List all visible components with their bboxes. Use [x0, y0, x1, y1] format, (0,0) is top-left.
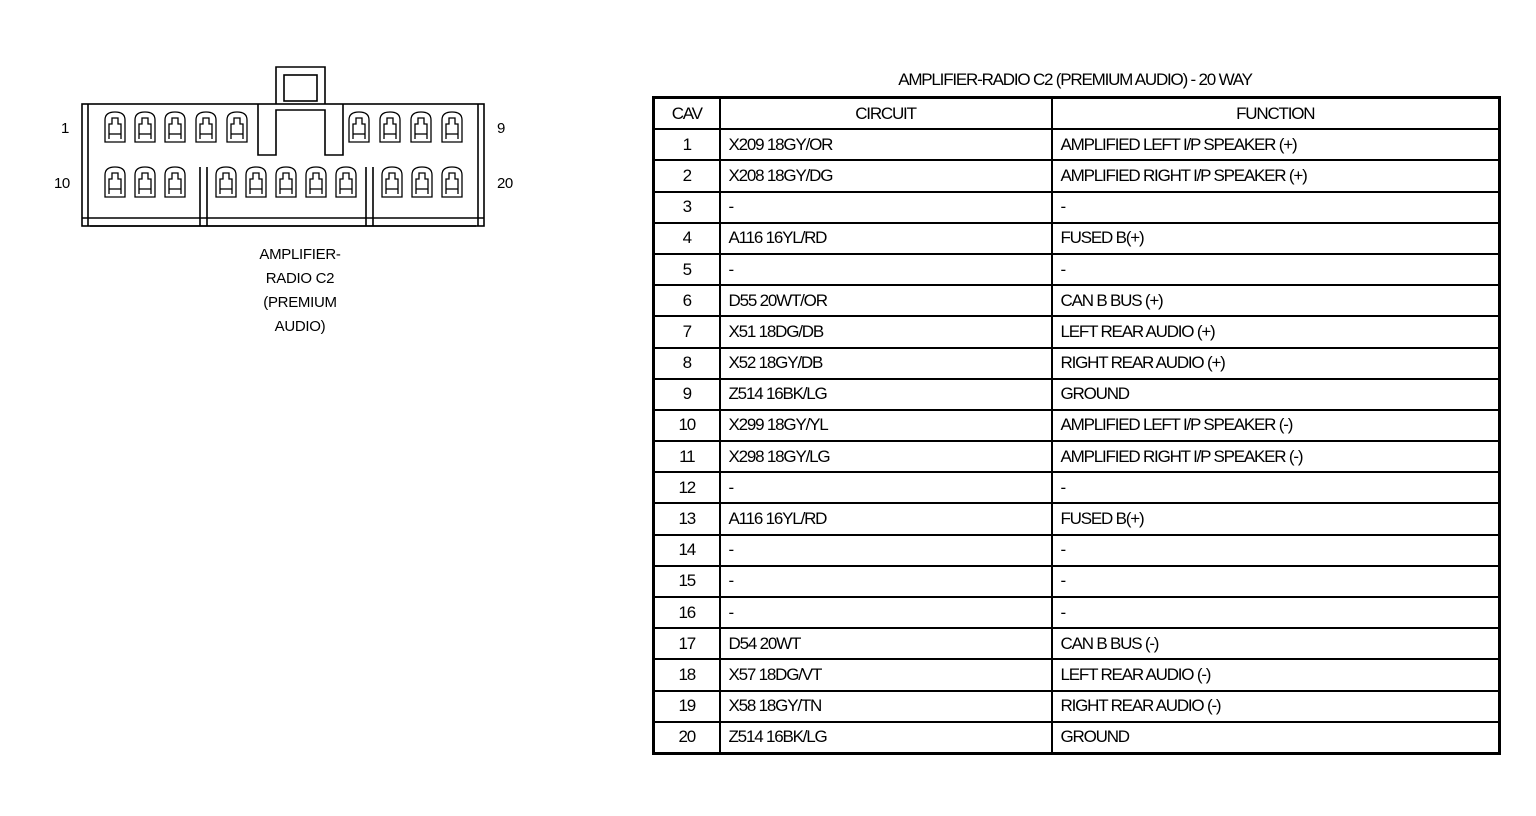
table-body — [654, 129, 1500, 753]
cell-circuit: X52 18GY/DB — [720, 348, 1052, 379]
table-header-row — [654, 98, 1500, 130]
connector-caption-line-2: RADIO C2 — [265, 270, 335, 287]
cell-function: GROUND — [1052, 722, 1500, 754]
cell-circuit: X51 18DG/DB — [720, 316, 1052, 347]
cell-cav: 4 — [654, 223, 720, 254]
terminal-cavity — [135, 112, 155, 142]
terminal-cavity — [349, 112, 369, 142]
cell-circuit: - — [720, 566, 1052, 597]
cell-circuit: X208 18GY/DG — [720, 160, 1052, 191]
cell-cav: 1 — [654, 129, 720, 160]
lock-slot — [258, 104, 343, 155]
terminal-cavity — [336, 167, 356, 197]
cell-function: AMPLIFIED RIGHT I/P SPEAKER (-) — [1052, 441, 1500, 472]
lock-tab-window — [284, 75, 317, 101]
terminal-cavity — [442, 112, 462, 142]
terminal-cavity — [382, 167, 402, 197]
table-row — [654, 659, 1500, 690]
terminal-cavity — [216, 167, 236, 197]
cell-function: AMPLIFIED LEFT I/P SPEAKER (+) — [1052, 129, 1500, 160]
cell-circuit: X298 18GY/LG — [720, 441, 1052, 472]
header-circuit: CIRCUIT — [720, 98, 1052, 130]
table-row — [654, 160, 1500, 191]
bottom-cavity-row — [105, 167, 462, 197]
cell-cav: 13 — [654, 503, 720, 534]
cell-cav: 5 — [654, 254, 720, 285]
cell-function: AMPLIFIED RIGHT I/P SPEAKER (+) — [1052, 160, 1500, 191]
cell-function: - — [1052, 566, 1500, 597]
cell-function: FUSED B(+) — [1052, 503, 1500, 534]
cell-function: - — [1052, 192, 1500, 223]
table-row — [654, 628, 1500, 659]
cell-cav: 10 — [654, 410, 720, 441]
table-row — [654, 441, 1500, 472]
cell-cav: 18 — [654, 659, 720, 690]
top-cavity-row — [105, 112, 462, 142]
connector-caption-line-4: AUDIO) — [274, 318, 326, 335]
terminal-cavity — [306, 167, 326, 197]
connector-body — [82, 67, 484, 226]
cell-function: LEFT REAR AUDIO (+) — [1052, 316, 1500, 347]
table-row — [654, 597, 1500, 628]
cell-cav: 11 — [654, 441, 720, 472]
terminal-cavity — [276, 167, 296, 197]
cell-circuit: - — [720, 535, 1052, 566]
terminal-cavity — [165, 167, 185, 197]
table-row — [654, 254, 1500, 285]
cell-cav: 12 — [654, 472, 720, 503]
terminal-cavity — [246, 167, 266, 197]
cell-circuit: - — [720, 192, 1052, 223]
cell-function: - — [1052, 535, 1500, 566]
pin-label-9: 9 — [497, 120, 505, 137]
cell-circuit: A116 16YL/RD — [720, 503, 1052, 534]
cell-function: RIGHT REAR AUDIO (+) — [1052, 348, 1500, 379]
cell-cav: 15 — [654, 566, 720, 597]
cell-circuit: - — [720, 254, 1052, 285]
cell-function: GROUND — [1052, 379, 1500, 410]
cell-circuit: - — [720, 597, 1052, 628]
cell-cav: 16 — [654, 597, 720, 628]
cell-circuit: X299 18GY/YL — [720, 410, 1052, 441]
cell-circuit: - — [720, 472, 1052, 503]
cell-circuit: X57 18DG/VT — [720, 659, 1052, 690]
cell-cav: 2 — [654, 160, 720, 191]
cell-circuit: A116 16YL/RD — [720, 223, 1052, 254]
cell-cav: 9 — [654, 379, 720, 410]
cell-circuit: Z514 16BK/LG — [720, 379, 1052, 410]
cell-cav: 6 — [654, 285, 720, 316]
cell-circuit: D55 20WT/OR — [720, 285, 1052, 316]
cell-cav: 3 — [654, 192, 720, 223]
connector-caption-line-1: AMPLIFIER- — [259, 246, 341, 263]
cell-function: CAN B BUS (-) — [1052, 628, 1500, 659]
terminal-cavity — [412, 167, 432, 197]
cell-circuit: X58 18GY/TN — [720, 691, 1052, 722]
key-divider-right — [366, 167, 373, 226]
pin-label-20: 20 — [497, 175, 513, 192]
table-row — [654, 285, 1500, 316]
terminal-cavity — [411, 112, 431, 142]
header-function: FUNCTION — [1052, 98, 1500, 130]
table-row — [654, 192, 1500, 223]
terminal-cavity — [105, 112, 125, 142]
table-row — [654, 129, 1500, 160]
terminal-cavity — [165, 112, 185, 142]
terminal-cavity — [196, 112, 216, 142]
pin-label-10: 10 — [54, 175, 70, 192]
table-row — [654, 348, 1500, 379]
table-row — [654, 379, 1500, 410]
terminal-cavity — [442, 167, 462, 197]
cell-function: AMPLIFIED LEFT I/P SPEAKER (-) — [1052, 410, 1500, 441]
cell-function: LEFT REAR AUDIO (-) — [1052, 659, 1500, 690]
key-divider-left — [200, 167, 207, 226]
terminal-cavity — [227, 112, 247, 142]
cell-circuit: Z514 16BK/LG — [720, 722, 1052, 754]
table-title: AMPLIFIER-RADIO C2 (PREMIUM AUDIO) - 20 WAY — [898, 70, 1252, 89]
terminal-cavity — [105, 167, 125, 197]
cell-circuit: X209 18GY/OR — [720, 129, 1052, 160]
table-row — [654, 722, 1500, 754]
cell-cav: 20 — [654, 722, 720, 754]
terminal-cavity — [380, 112, 400, 142]
cell-function: RIGHT REAR AUDIO (-) — [1052, 691, 1500, 722]
pinout-table — [652, 96, 1501, 755]
table-row — [654, 535, 1500, 566]
pin-label-1: 1 — [61, 120, 69, 137]
terminal-cavity — [135, 167, 155, 197]
cell-cav: 8 — [654, 348, 720, 379]
table-row — [654, 566, 1500, 597]
cell-function: - — [1052, 254, 1500, 285]
table-row — [654, 316, 1500, 347]
table-row — [654, 503, 1500, 534]
cell-function: CAN B BUS (+) — [1052, 285, 1500, 316]
connector-caption-line-3: (PREMIUM — [263, 294, 337, 311]
cell-cav: 14 — [654, 535, 720, 566]
cell-function: FUSED B(+) — [1052, 223, 1500, 254]
table-row — [654, 691, 1500, 722]
cell-cav: 7 — [654, 316, 720, 347]
connector-diagram — [40, 55, 540, 355]
cell-function: - — [1052, 472, 1500, 503]
header-cav: CAV — [654, 98, 720, 130]
table-row — [654, 410, 1500, 441]
table-row — [654, 223, 1500, 254]
cell-function: - — [1052, 597, 1500, 628]
cell-cav: 17 — [654, 628, 720, 659]
cell-circuit: D54 20WT — [720, 628, 1052, 659]
cell-cav: 19 — [654, 691, 720, 722]
table-row — [654, 472, 1500, 503]
